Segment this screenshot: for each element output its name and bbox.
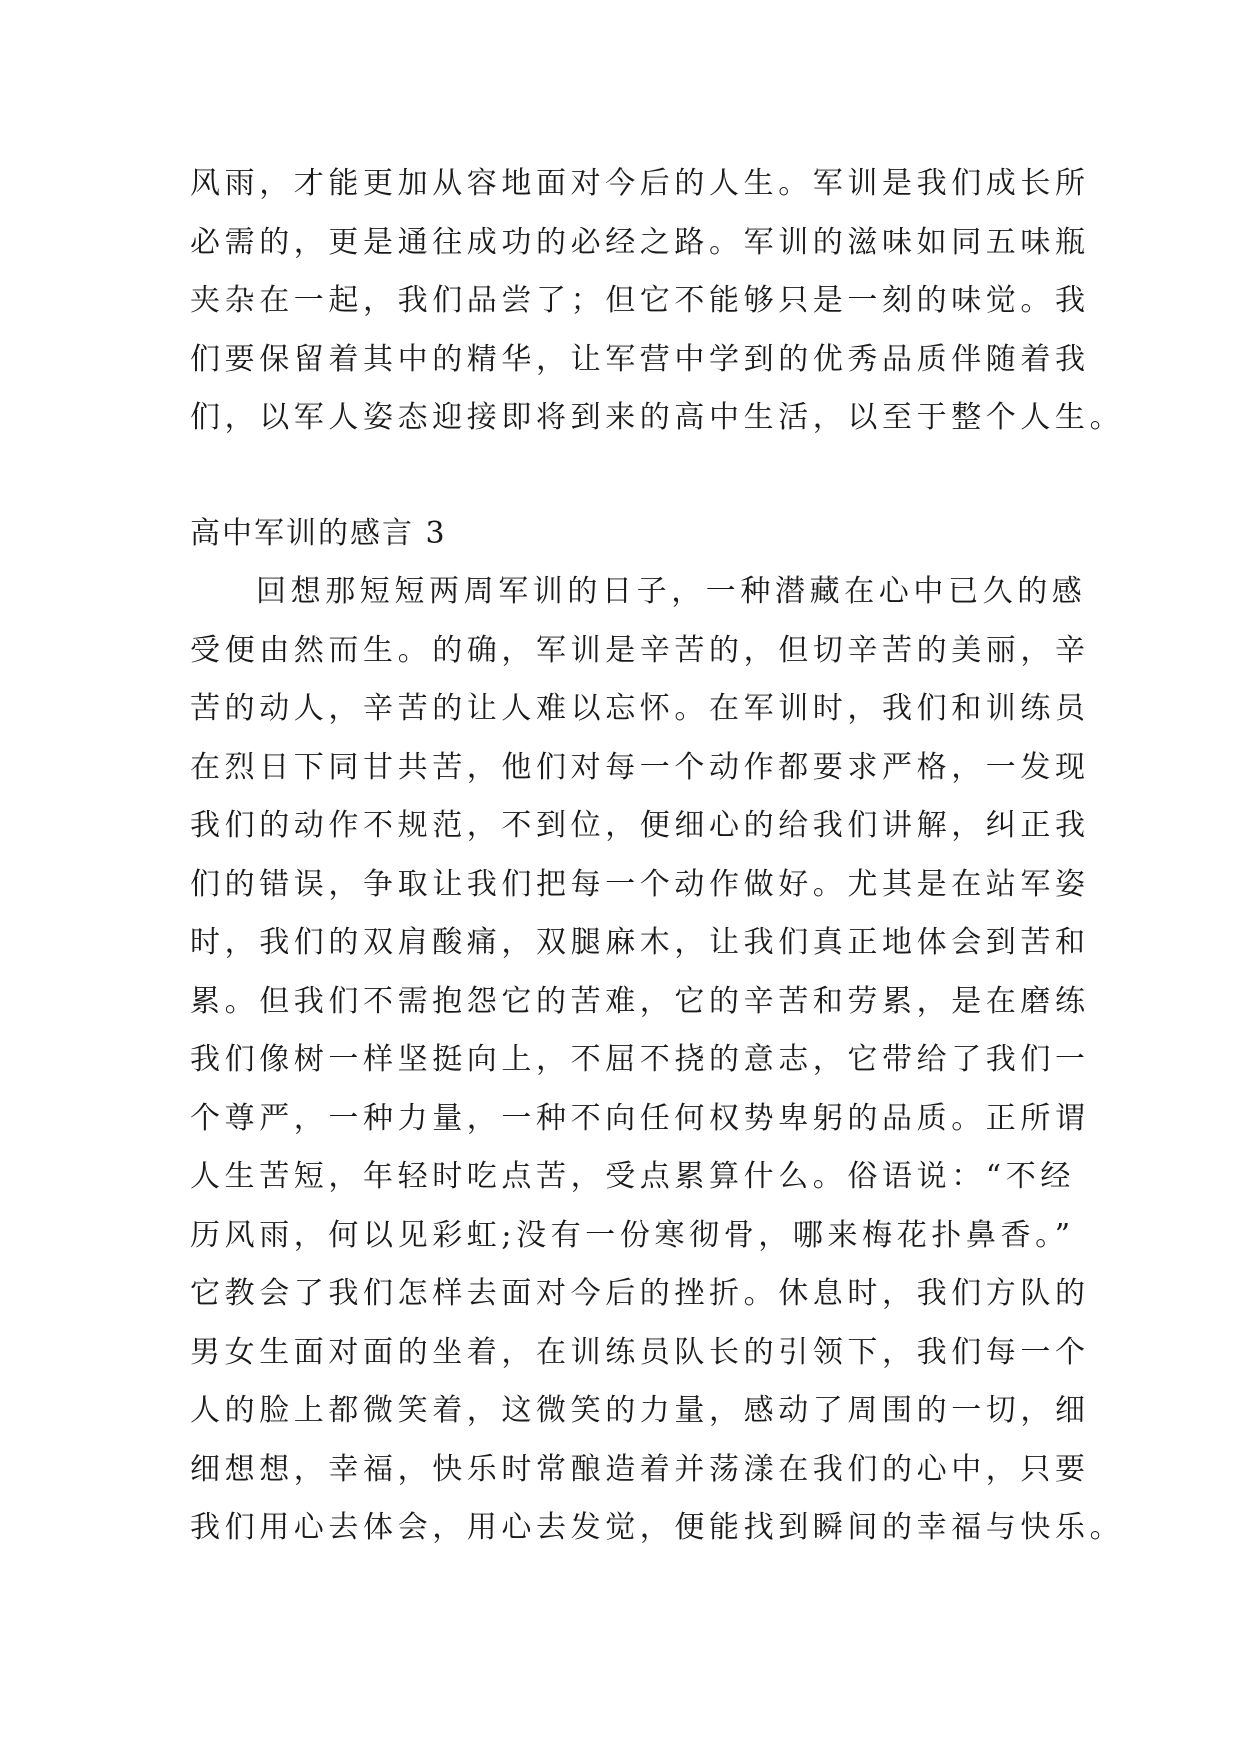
- text-line: 人生苦短，年轻时吃点苦，受点累算什么。俗语说：“不经: [190, 1159, 1075, 1194]
- text-line: 在烈日下同甘共苦，他们对每一个动作都要求严格，一发现: [190, 750, 1090, 785]
- text-line: 人的脸上都微笑着，这微笑的力量，感动了周围的一切，细: [190, 1393, 1090, 1428]
- text-line: 必需的，更是通往成功的必经之路。军训的滋味如同五味瓶: [190, 225, 1090, 260]
- text-line: 历风雨，何以见彩虹;没有一份寒彻骨，哪来梅花扑鼻香。”: [190, 1218, 1075, 1253]
- text-line: 我们像树一样坚挺向上，不屈不挠的意志，它带给了我们一: [190, 1042, 1090, 1077]
- text-line: 夹杂在一起，我们品尝了；但它不能够只是一刻的味觉。我: [190, 283, 1090, 318]
- text-line: 我们用心去体会，用心去发觉，便能找到瞬间的幸福与快乐。: [190, 1510, 1125, 1545]
- text-line: 们，以军人姿态迎接即将到来的高中生活，以至于整个人生。: [190, 400, 1125, 435]
- text-line: 风雨，才能更加从容地面对今后的人生。军训是我们成长所: [190, 166, 1090, 201]
- text-line: 它教会了我们怎样去面对今后的挫折。休息时，我们方队的: [190, 1276, 1090, 1311]
- text-line: 们要保留着其中的精华，让军营中学到的优秀品质伴随着我: [190, 342, 1090, 377]
- text-line: 个尊严，一种力量，一种不向任何权势卑躬的品质。正所谓: [190, 1101, 1090, 1136]
- text-line: 累。但我们不需抱怨它的苦难，它的辛苦和劳累，是在磨练: [190, 984, 1090, 1019]
- section-heading: 高中军训的感言 3: [190, 516, 447, 551]
- text-line: 们的错误，争取让我们把每一个动作做好。尤其是在站军姿: [190, 867, 1090, 902]
- text-line: 受便由然而生。的确，军训是辛苦的，但切辛苦的美丽，辛: [190, 633, 1090, 668]
- text-line: 回想那短短两周军训的日子，一种潜藏在心中已久的感: [256, 574, 1087, 609]
- text-line: 男女生面对面的坐着，在训练员队长的引领下，我们每一个: [190, 1335, 1090, 1370]
- text-line: 我们的动作不规范，不到位，便细心的给我们讲解，纠正我: [190, 808, 1090, 843]
- text-line: 时，我们的双肩酸痛，双腿麻木，让我们真正地体会到苦和: [190, 925, 1090, 960]
- text-line: 细想想，幸福，快乐时常酿造着并荡漾在我们的心中，只要: [190, 1452, 1090, 1487]
- text-line: 苦的动人，辛苦的让人难以忘怀。在军训时，我们和训练员: [190, 691, 1090, 726]
